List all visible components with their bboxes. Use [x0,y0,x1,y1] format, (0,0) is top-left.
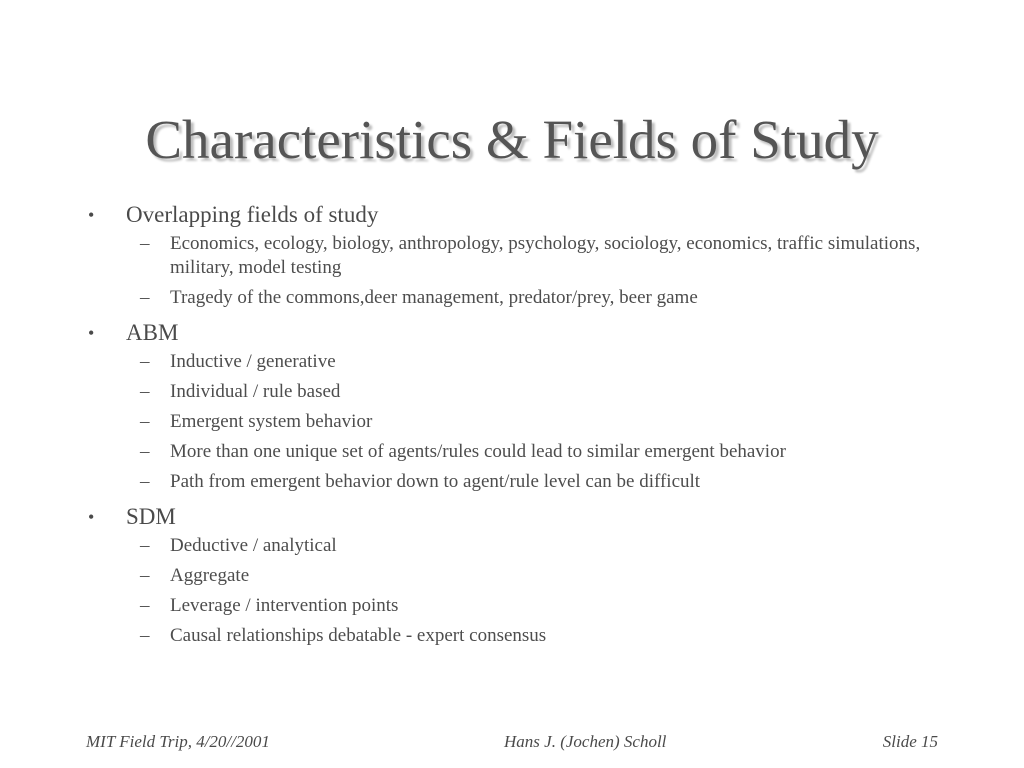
dash-icon: – [140,233,150,254]
dash-icon: – [140,381,150,402]
sub-item [84,534,944,558]
bullet-item [84,198,944,232]
sub-item-text: Inductive / generative [170,351,336,372]
section-sdm [84,500,944,648]
sub-list [84,534,944,648]
bullet-item [84,316,944,350]
bullet-label: Overlapping fields of study [126,202,379,227]
slide-title: Characteristics & Fields of Study [145,109,879,170]
footer-event-date: MIT Field Trip, 4/20//2001 [86,732,270,751]
bullet-label: SDM [126,504,176,529]
sub-item-text: Leverage / intervention points [170,595,399,616]
dash-icon: – [140,411,150,432]
sub-item [84,410,944,434]
dash-icon: – [140,595,150,616]
sub-item-text: Economics, ecology, biology, anthropology, psychology, sociology, economics, traffic simulations, military, model testing [170,233,921,278]
sub-item-text: Aggregate [170,565,250,586]
sub-item-text: Deductive / analytical [170,535,337,556]
footer-slide-number: Slide 15 [882,732,938,751]
bullet-item [84,500,944,534]
sub-item [84,380,944,404]
bullet-dot-icon: • [88,205,95,225]
sub-item [84,350,944,374]
sub-list [84,350,944,494]
dash-icon: – [140,565,150,586]
sub-item [84,232,944,280]
slide-body [84,198,944,654]
dash-icon: – [140,351,150,372]
sub-item-text: Individual / rule based [170,381,341,402]
slide-footer [86,732,938,756]
dash-icon: – [140,441,150,462]
bullet-dot-icon: • [88,507,95,527]
sub-item-text: Path from emergent behavior down to agent/rule level can be difficult [170,471,701,492]
dash-icon: – [140,535,150,556]
section-abm [84,316,944,494]
bullet-label: ABM [126,320,179,345]
sub-list [84,232,944,310]
footer-author: Hans J. (Jochen) Scholl [504,732,667,751]
sub-item-text: Emergent system behavior [170,411,373,432]
sub-item [84,564,944,588]
section-overlapping-fields [84,198,944,310]
dash-icon: – [140,287,150,308]
sub-item-text: Causal relationships debatable - expert consensus [170,625,547,646]
dash-icon: – [140,471,150,492]
sub-item [84,624,944,648]
sub-item [84,286,944,310]
sub-item [84,470,944,494]
sub-item [84,594,944,618]
sub-item-text: More than one unique set of agents/rules could lead to similar emergent behavior [170,441,786,462]
sub-item [84,440,944,464]
sub-item-text: Tragedy of the commons,deer management, predator/prey, beer game [170,287,698,308]
dash-icon: – [140,625,150,646]
bullet-dot-icon: • [88,323,95,343]
